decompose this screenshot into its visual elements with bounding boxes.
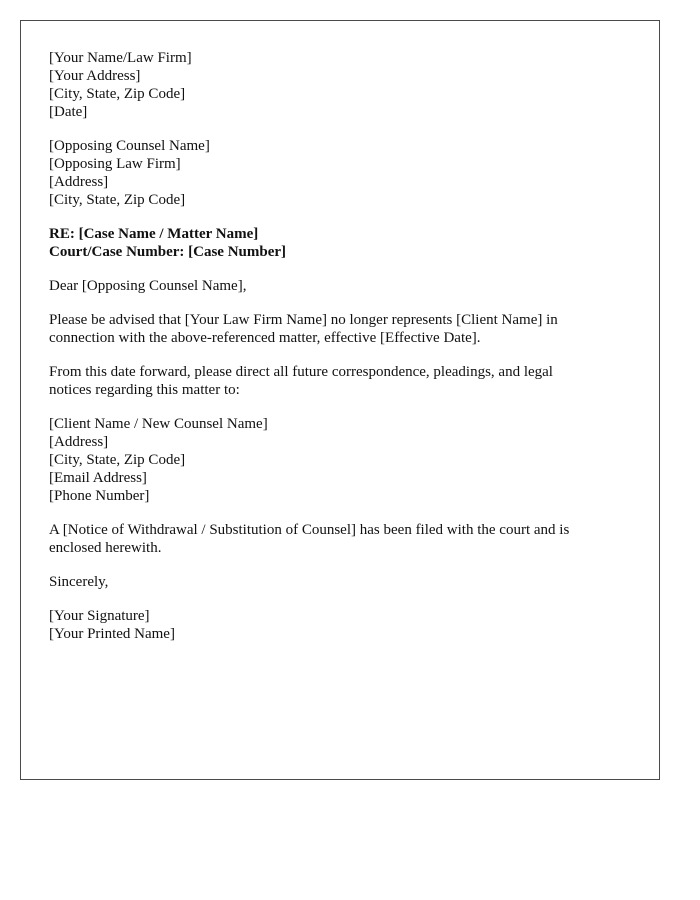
reference-block <box>49 225 639 261</box>
new-contact-email: [Email Address] <box>49 470 147 486</box>
paragraph-notice-line-1: A [Notice of Withdrawal / Substitution of Counsel] has been filed with the court and is <box>49 522 570 538</box>
re-line: RE: [Case Name / Matter Name] <box>49 226 259 242</box>
recipient-city-state-zip: [City, State, Zip Code] <box>49 192 186 208</box>
recipient-name: [Opposing Counsel Name] <box>49 138 210 154</box>
new-contact-phone: [Phone Number] <box>49 488 150 504</box>
paragraph-direction-line-2: notices regarding this matter to: <box>49 382 240 398</box>
case-number-line: Court/Case Number: [Case Number] <box>49 244 287 260</box>
letter-content <box>49 49 639 643</box>
paragraph-direction <box>49 363 639 399</box>
printed-name: [Your Printed Name] <box>49 626 175 642</box>
closing: Sincerely, <box>49 574 109 590</box>
paragraph-representation <box>49 311 639 347</box>
recipient-block <box>49 137 639 209</box>
paragraph-notice <box>49 521 639 557</box>
paragraph-representation-line-1: Please be advised that [Your Law Firm Name] no longer represents [Client Name] in <box>49 312 558 328</box>
sender-city-state-zip: [City, State, Zip Code] <box>49 86 186 102</box>
paragraph-notice-line-2: enclosed herewith. <box>49 540 162 556</box>
new-contact-city-state-zip: [City, State, Zip Code] <box>49 452 186 468</box>
letter-page <box>20 20 660 780</box>
paragraph-direction-line-1: From this date forward, please direct all future correspondence, pleadings, and legal <box>49 364 553 380</box>
sender-address: [Your Address] <box>49 68 141 84</box>
new-contact-address: [Address] <box>49 434 109 450</box>
new-contact-name: [Client Name / New Counsel Name] <box>49 416 268 432</box>
signature-line: [Your Signature] <box>49 608 150 624</box>
recipient-address: [Address] <box>49 174 109 190</box>
sender-block <box>49 49 639 121</box>
recipient-firm: [Opposing Law Firm] <box>49 156 181 172</box>
sender-name: [Your Name/Law Firm] <box>49 50 192 66</box>
letter-date: [Date] <box>49 104 88 120</box>
salutation: Dear [Opposing Counsel Name], <box>49 278 247 294</box>
new-contact-block <box>49 415 639 505</box>
signature-block <box>49 607 639 643</box>
paragraph-representation-line-2: connection with the above-referenced matter, effective [Effective Date]. <box>49 330 481 346</box>
